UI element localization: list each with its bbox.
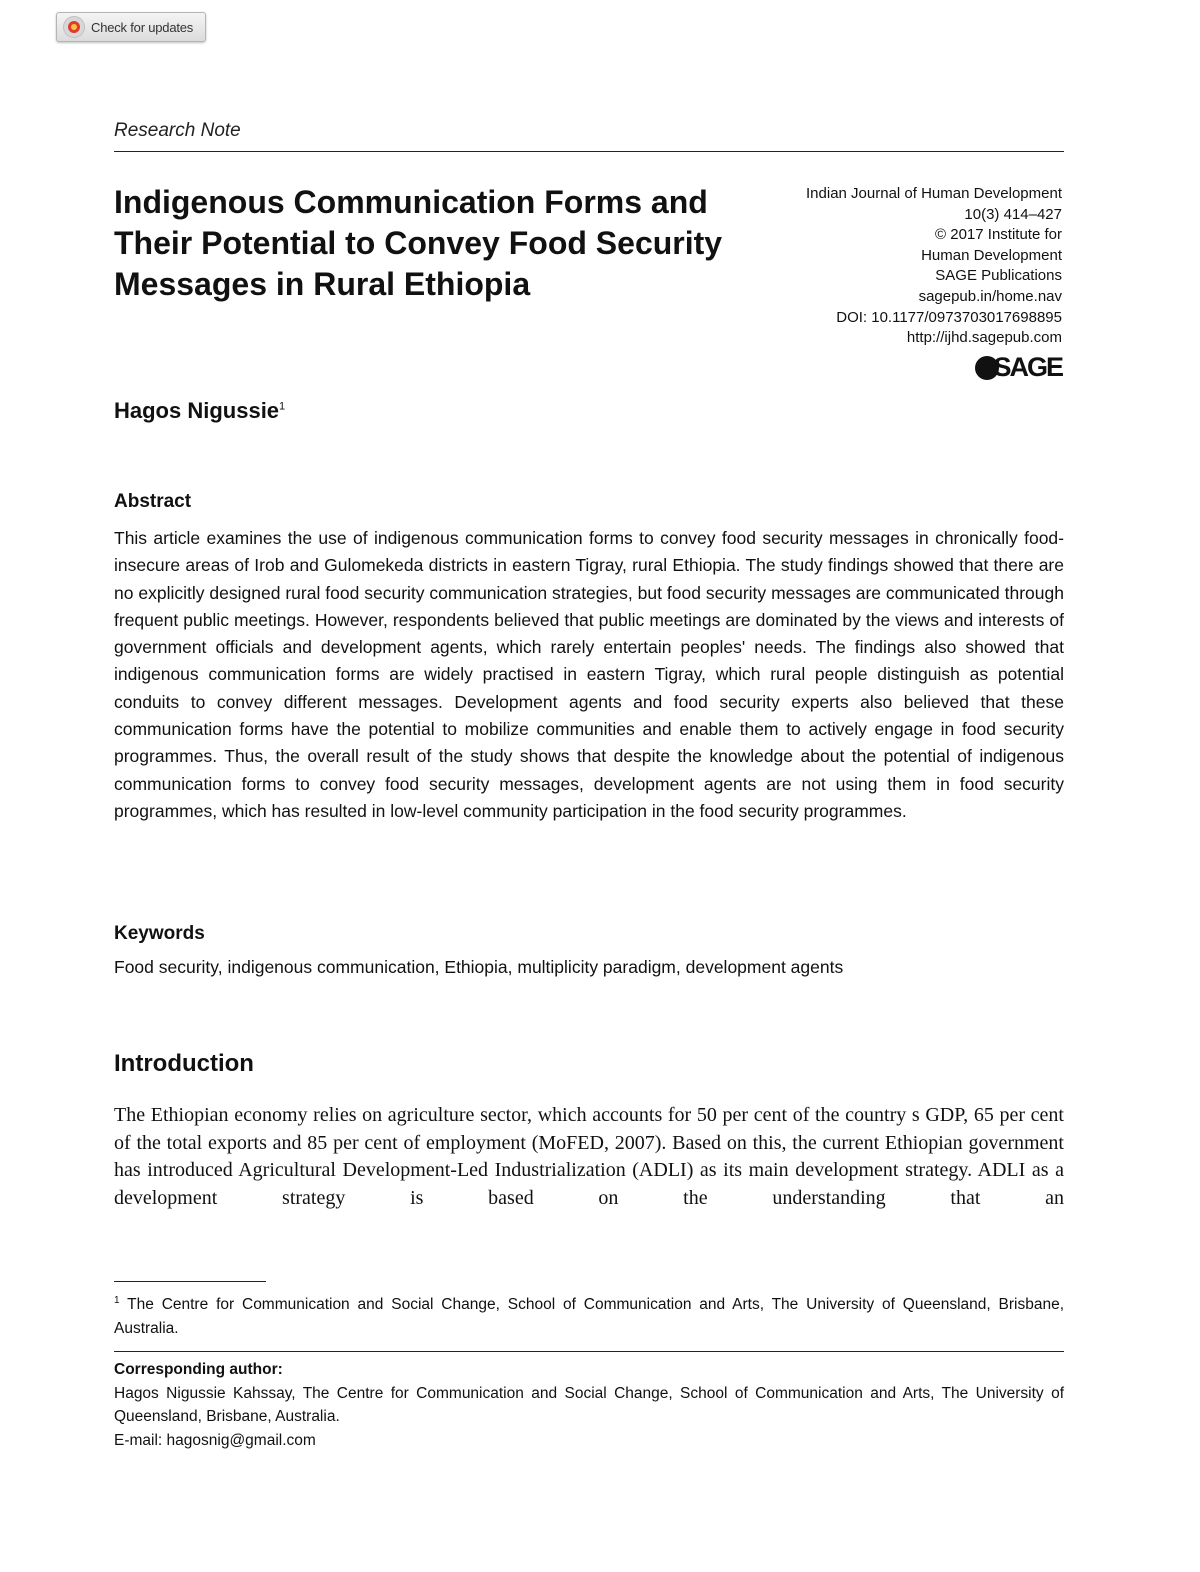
introduction-text: The Ethiopian economy relies on agriculture sector, which accounts for 50 per cent of the country s GDP, 65 per cent of the total exports and 85 per cent of employment (MoFED, 2007). Based on this, the current Ethiopian government has introduced Agricultural Development-Led Industrialization (ADLI) as its main development strategy. ADLI as a development strategy is based on the understanding that an	[114, 1104, 1064, 1209]
author-name-text: Hagos Nigussie	[114, 398, 280, 423]
journal-reprints-link[interactable]: sagepub.in/home.nav	[918, 287, 1062, 305]
journal-info	[742, 184, 1062, 349]
keywords-heading: Keywords	[114, 923, 205, 944]
footnote-mark: 1	[114, 1295, 120, 1306]
abstract-text: This article examines the use of indigenous communication forms to convey food security messages in chronically food-insecure areas of Irob and Gulomekeda districts in eastern Tigray, rural Ethiopia. The study findings showed that there are no explicitly designed rural food security communication strategies, but food security messages are communicated through frequent public meetings. However, respondents believed that public meetings are dominated by the views and interests of government officials and development agents, which rarely entertain peoples' needs. The findings also showed that indigenous communication forms are widely practised in eastern Tigray, which rural people distinguish as potential conduits to convey different messages. Development agents and food security experts also believed that these communication forms have the potential to mobilize communities and enable them to actively engage in food security programmes. Thus, the overall result of the study shows that despite the knowledge about the potential of indigenous communication forms to convey food security messages, development agents are not using them in food security programmes, which has resulted in low-level community participation in the food security programmes.	[114, 528, 1064, 821]
footnote-text: The Centre for Communication and Social Change, School of Communication and Arts, The University of Queensland, Brisbane, Australia.	[114, 1296, 1065, 1337]
author-name	[114, 398, 285, 424]
keywords-text: Food security, indigenous communication, Ethiopia, multiplicity paradigm, development agents	[114, 957, 844, 977]
article-title: Indigenous Communication Forms and Their Potential to Convey Food Security Messages in Rural Ethiopia	[114, 184, 723, 302]
corresponding-text: Hagos Nigussie Kahssay, The Centre for Communication and Social Change, School of Communication and Arts, The University of Queensland, Brisbane, Australia.	[114, 1384, 1064, 1425]
footnote	[114, 1289, 1064, 1340]
corresponding-email[interactable]: E-mail: hagosnig@gmail.com	[114, 1431, 316, 1449]
footnote-rule	[114, 1281, 266, 1282]
journal-doi[interactable]: DOI: 10.1177/0973703017698895	[836, 308, 1062, 326]
introduction-heading: Introduction	[114, 1050, 254, 1077]
author-affiliation-mark: 1	[279, 400, 286, 413]
journal-copyright-holder: Human Development	[921, 246, 1062, 264]
corresponding-label: Corresponding author:	[114, 1361, 283, 1378]
corresponding-rule	[114, 1351, 1064, 1352]
check-for-updates-button[interactable]	[56, 12, 206, 42]
journal-name: Indian Journal of Human Development	[806, 185, 1062, 202]
abstract-heading: Abstract	[114, 491, 192, 512]
journal-url[interactable]: http://ijhd.sagepub.com	[906, 329, 1062, 347]
crossmark-icon	[63, 16, 85, 38]
sage-logo	[975, 352, 1062, 383]
sage-logo-text: SAGE	[993, 352, 1062, 382]
corresponding-author	[114, 1358, 1064, 1452]
journal-copyright: © 2017 Institute for	[935, 226, 1062, 244]
journal-publisher: SAGE Publications	[935, 267, 1062, 285]
check-for-updates-label: Check for updates	[91, 19, 194, 35]
journal-volume: 10(3) 414–427	[964, 205, 1062, 223]
article-type: Research Note	[114, 120, 241, 141]
header-rule	[114, 151, 1064, 152]
